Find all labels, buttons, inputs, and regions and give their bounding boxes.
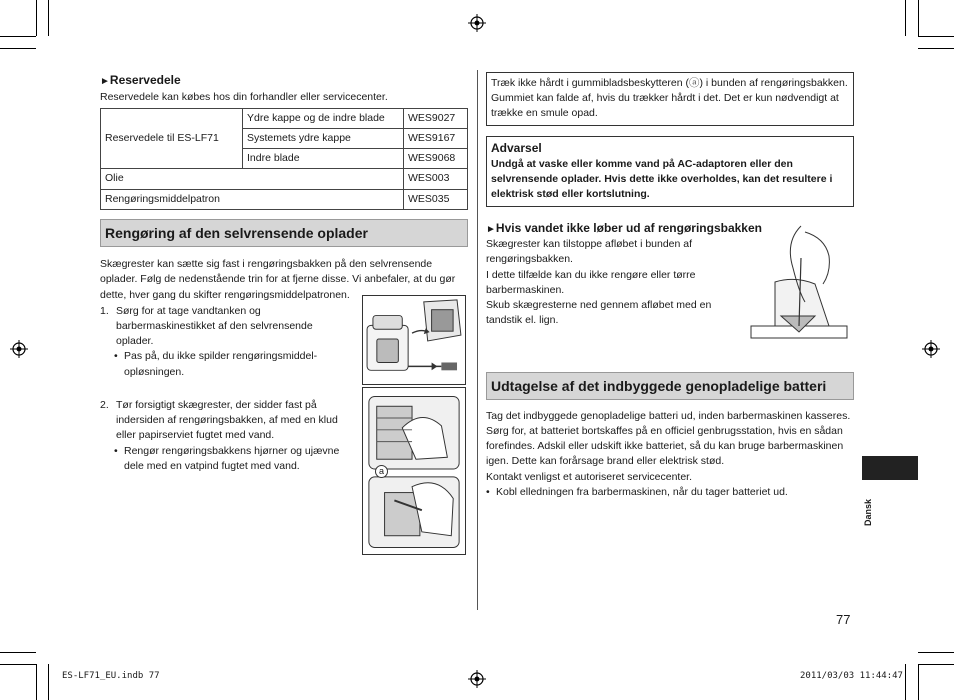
language-label: Dansk (863, 498, 873, 526)
registration-mark-icon (468, 14, 486, 32)
drain-heading: ►Hvis vandet ikke løber ud af rengøringsbakken (486, 220, 762, 235)
crop-mark (918, 0, 919, 36)
registration-mark-icon (922, 340, 940, 358)
step-1: 1. Sørg for at tage vandtanken og barbermaskinestikket af den selvrensende oplader. (100, 304, 313, 348)
warning-title: Advarsel (491, 140, 542, 155)
parts-table (100, 108, 468, 210)
crop-mark (48, 0, 49, 36)
cleaning-heading: Rengøring af den selvrensende oplader (100, 219, 468, 247)
crop-mark (48, 664, 49, 700)
page-number: 77 (836, 612, 851, 627)
crop-mark (36, 0, 37, 36)
table-cell: WES9068 (404, 149, 468, 169)
table-cell: WES9167 (404, 128, 468, 148)
drain-text (486, 237, 736, 328)
battery-contact: Kontakt venligst et autoriseret servicecenter. (486, 470, 693, 483)
table-cell: WES9027 (404, 108, 468, 128)
warning-text: Undgå at vaske eller komme vand på AC-adaptoren eller den selvrensende oplader. Hvis dette ikke overholdes, kan det resultere i elektrisk stød eller kortslutning. (491, 158, 833, 201)
step-2-bullet: • Rengør rengøringsbakkens hjørner og ujævne dele med en vatpind fugtet med vand. (114, 444, 340, 472)
footer-date: 2011/03/03 11:44:47 (800, 671, 903, 681)
battery-heading: Udtagelse af det indbyggede genopladelige batteri (486, 372, 854, 400)
battery-bullet: • Kobl elledningen fra barbermaskinen, når du tager batteriet ud. (486, 485, 788, 498)
crop-mark (905, 664, 906, 700)
crop-mark (0, 664, 36, 665)
warning-box (486, 136, 854, 207)
drain-line: I dette tilfælde kan du ikke rengøre eller tørre barbermaskinen. (486, 268, 696, 296)
table-cell: Systemets ydre kappe (243, 128, 404, 148)
crop-mark (918, 664, 954, 665)
registration-mark-icon (10, 340, 28, 358)
reservedele-heading: ►Reservedele (100, 73, 181, 87)
table-cell: Ydre kappe og de indre blade (243, 108, 404, 128)
crop-mark (918, 36, 954, 37)
table-cell: Rengøringsmiddelpatron (101, 189, 404, 209)
notice-box: Træk ikke hårdt i gummibladsbeskytteren (ⓐ) i bunden af rengøringsbakken. Gummiet kan falde af, hvis du trækker hårdt i det. Det er kun nødvendigt at trække en smule opad. (486, 72, 854, 126)
reservedele-subtitle: Reservedele kan købes hos din forhandler eller servicecenter. (100, 90, 388, 103)
registration-mark-icon (468, 670, 486, 688)
cleaning-intro: Skægrester kan sætte sig fast i rengøringsbakken på den selvrensende oplader. Følg de nedenstående trin for at fjerne disse. Vi anbefaler, at du gør dette, hver gang du skifter rengøringsmiddelpatronen. (100, 258, 456, 301)
column-divider (477, 70, 478, 610)
crop-mark (0, 36, 36, 37)
table-cell: WES035 (404, 189, 468, 209)
language-tab (862, 456, 918, 480)
table-row (101, 169, 468, 189)
crop-mark (918, 48, 954, 49)
drain-line: Skægrester kan tilstoppe afløbet i bunden af rengøringsbakken. (486, 238, 693, 266)
table-cell: WES003 (404, 169, 468, 189)
crop-mark (0, 48, 36, 49)
footer-file: ES-LF71_EU.indb 77 (62, 671, 160, 681)
charger-disassembly-illustration (362, 295, 466, 385)
table-cell: Olie (101, 169, 404, 189)
table-row (101, 189, 468, 209)
table-cell: Indre blade (243, 149, 404, 169)
crop-mark (918, 652, 954, 653)
battery-text: Tag det indbyggede genopladelige batteri ud, inden barbermaskinen kasseres. Sørg for, at batteriet bortskaffes på en officiel genbrugsstation, hvis en sådan forefindes. Adskil eller udskift ikke batteriet, så du kan bruge barbermaskinen igen. Dette kan forårsage brand eller elektrisk stød. (486, 409, 851, 468)
drain-line: Skub skægresterne ned gennem afløbet med en tandstik el. lign. (486, 299, 712, 327)
crop-mark (0, 652, 36, 653)
drain-toothpick-illustration (745, 222, 853, 344)
table-row (101, 108, 468, 128)
figure-callout-a: a (375, 465, 388, 478)
table-cell: Reservedele til ES-LF71 (101, 108, 243, 169)
step-2: 2. Tør forsigtigt skægrester, der sidder fast på indersiden af rengøringsbakken, af med en klud eller papirserviet fugtet med vand. (100, 398, 338, 442)
step-1-bullet: • Pas på, du ikke spilder rengøringsmiddel-opløsningen. (114, 350, 318, 378)
crop-mark (36, 664, 37, 700)
crop-mark (918, 664, 919, 700)
crop-mark (905, 0, 906, 36)
